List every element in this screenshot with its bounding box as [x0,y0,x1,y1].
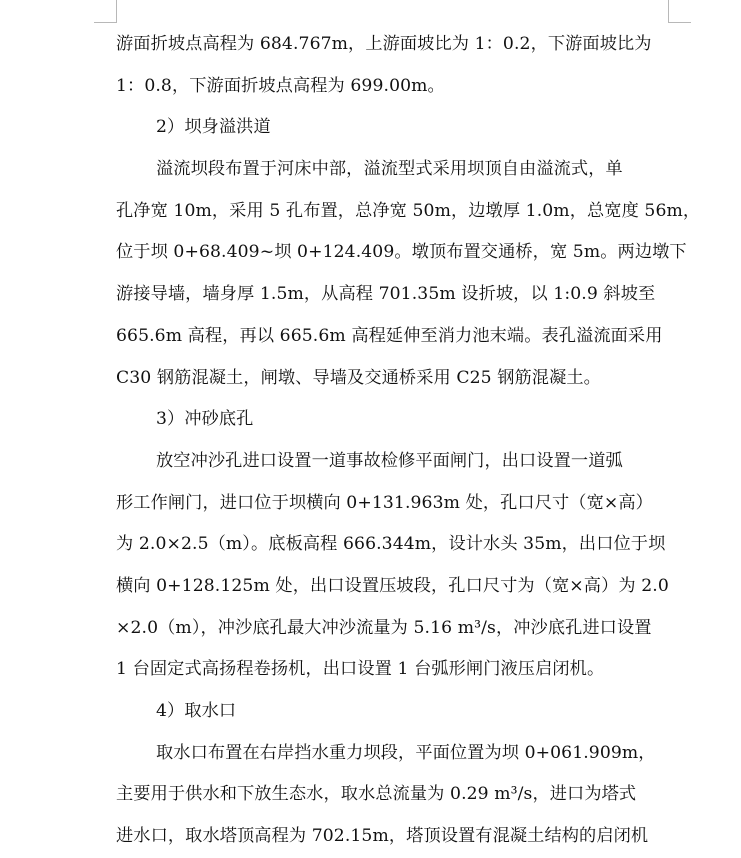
section-heading: 2）坝身溢洪道 [156,117,271,138]
text-line: 1 台固定式高扬程卷扬机，出口设置 1 台弧形闸门液压启闭机。 [116,659,605,680]
text-line: ×2.0（m），冲沙底孔最大冲沙流量为 5.16 m³/s，冲沙底孔进口设置 [116,617,652,638]
section-heading: 3）冲砂底孔 [156,409,254,430]
text-line: 为 2.0×2.5（m）。底板高程 666.344m，设计水头 35m，出口位于坝 [116,534,666,555]
text-line: 取水口布置在右岸挡水重力坝段，平面位置为坝 0+061.909m， [156,742,656,763]
text-line: 位于坝 0+68.409~坝 0+124.409。墩顶布置交通桥，宽 5m。两边墩下 [116,242,687,263]
text-line: 1：0.8，下游面折坡点高程为 699.00m。 [116,75,445,96]
text-line: 溢流坝段布置于河床中部，溢流型式采用坝顶自由溢流式，单 [156,159,623,180]
text-line: 孔净宽 10m，采用 5 孔布置，总净宽 50m，边墩厚 1.0m，总宽度 56m， [116,200,701,221]
text-line: 665.6m 高程，再以 665.6m 高程延伸至消力池末端。表孔溢流面采用 [116,325,663,346]
document-body [116,24,701,858]
text-line: C30 钢筋混凝土，闸墩、导墙及交通桥采用 C25 钢筋混凝土。 [116,367,601,388]
text-line: 主要用于供水和下放生态水，取水总流量为 0.29 m³/s，进口为塔式 [116,784,637,805]
text-line: 放空冲沙孔进口设置一道事故检修平面闸门，出口设置一道弧 [156,450,623,471]
text-line: 游接导墙，墙身厚 1.5m，从高程 701.35m 设折坡，以 1:0.9 斜坡至 [116,284,656,305]
page-corner-mark-left [94,0,117,23]
text-line: 游面折坡点高程为 684.767m，上游面坡比为 1：0.2，下游面坡比为 [116,34,652,54]
text-line: 进水口，取水塔顶高程为 702.15m，塔顶设置有混凝土结构的启闭机 [116,826,649,847]
section-heading: 4）取水口 [156,701,237,721]
text-line: 横向 0+128.125m 处，出口设置压坡段，孔口尺寸为（宽×高）为 2.0 [116,575,669,596]
page-corner-mark-right [668,0,691,23]
text-line: 形工作闸门，进口位于坝横向 0+131.963m 处，孔口尺寸（宽×高） [116,492,653,513]
